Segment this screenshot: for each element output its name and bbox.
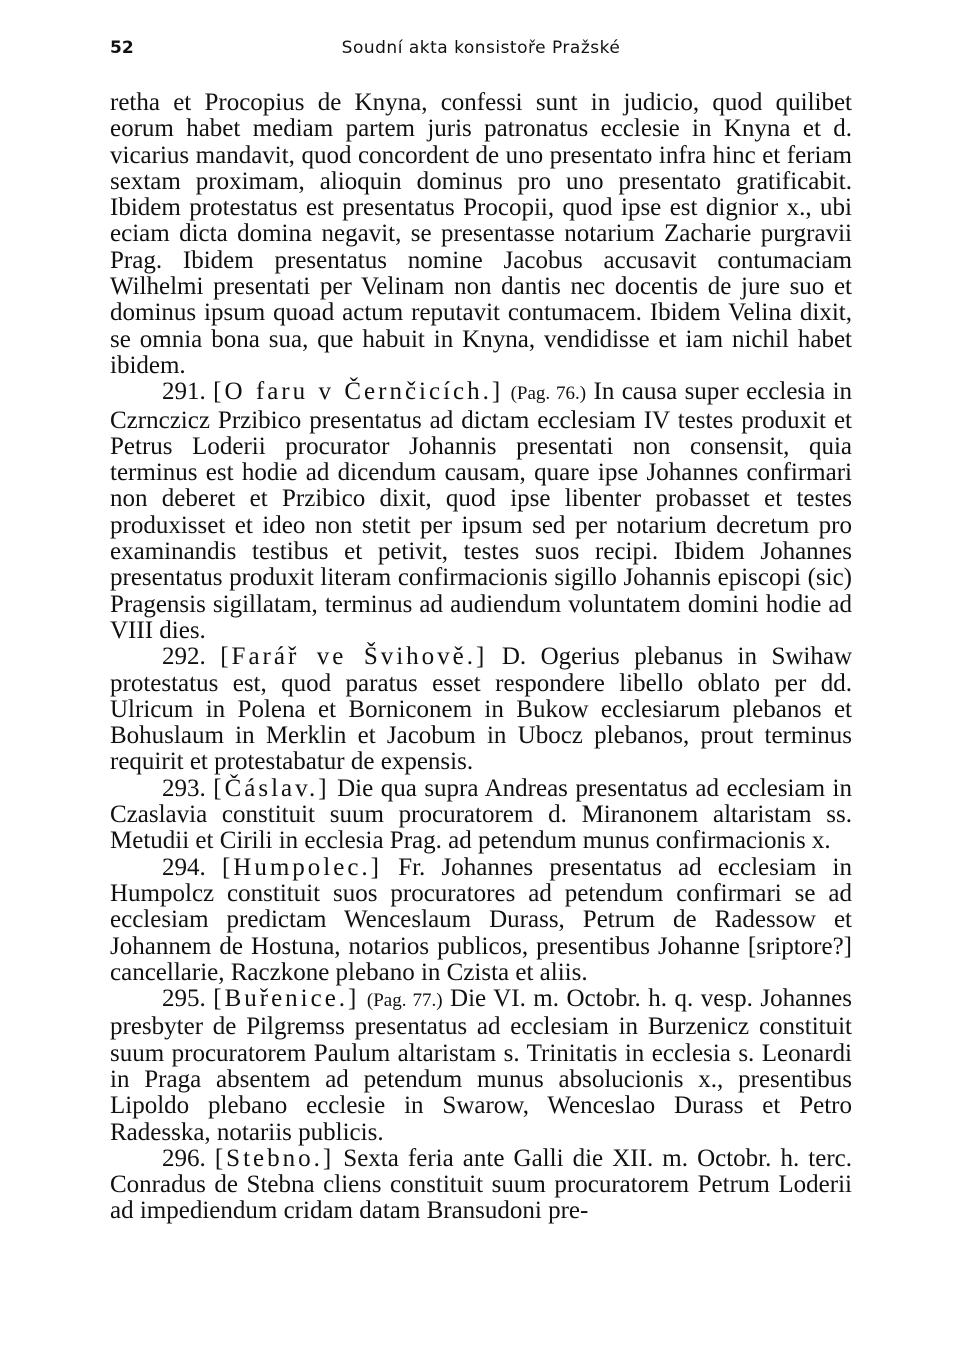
entry-294 (110, 855, 852, 986)
entry-title: [Buřenice.] (213, 985, 360, 1013)
entry-title: [Humpolec.] (221, 853, 382, 881)
entry-number: 292. (162, 643, 206, 671)
body-text (110, 90, 852, 1225)
entry-number: 291. (162, 378, 206, 406)
entry-title: [Farář ve Švihově.] (220, 643, 488, 671)
entry-number: 294. (162, 853, 206, 881)
running-title: Soudní akta konsistoře Pražské (341, 38, 621, 58)
entry-295 (110, 986, 852, 1146)
page-reference: (Pag. 76.) (510, 383, 587, 405)
entry-291 (110, 379, 852, 644)
entry-text: In causa super ecclesia in Czrnczicz Przibico presentatus ad dictam ecclesiam IV testes produxit et Petrus Loderii procurator Johannis presentati non consensit, quia terminus est hodie ad dicendum causam, quare ipse Johannes confirmari non deberet et Przibico dixit, quod ipse libenter probasset et testes produxisset et ideo non stetit per ipsum sed per notarium decretum pro examinandis testibus et petivit, testes suos recipi. Ibidem Johannes presentatus produxit literam confirmacionis sigillo Johannis episcopi (sic) Pragensis sigillatam, terminus ad audiendum voluntatem domini hodie ad VIII dies. (110, 378, 853, 644)
entry-text: Die qua supra Andreas presentatus ad ecclesiam in Czaslavia constituit suum procuratorem d. Miranonem altaristam ss. Metudii et Cirili in ecclesia Prag. ad petendum munus confirmacionis x. (110, 774, 852, 855)
entry-296 (110, 1146, 852, 1225)
entry-text: Fr. Johannes presentatus ad ecclesiam in Humpolcz constituit suos procuratores ad petendum confirmari se ad ecclesiam predictam Wenceslaum Durass, Petrum de Radessow et Johannem de Hostuna, notarios publicos, presentibus Johanne [sriptore?] cancellarie, Raczkone plebano in Czista et aliis. (110, 853, 852, 986)
entry-text: Die VI. m. Octobr. h. q. vesp. Johannes presbyter de Pilgremss presentatus ad ecclesiam in Burzenicz constituit suum procuratorem Paulum altaristam s. Trinitatis in ecclesia s. Leonardi in Praga absentem ad petendum munus absolucionis x., presentibus Lipoldo plebano ecclesie in Swarow, Wenceslao Durass et Petro Radesska, notariis publicis. (110, 985, 853, 1146)
entry-title: [O faru v Černčicích.] (213, 378, 504, 406)
page-header (110, 36, 852, 60)
entry-number: 295. (162, 985, 206, 1013)
entry-title: [Čáslav.] (213, 774, 330, 802)
page-number: 52 (110, 38, 134, 58)
entry-number: 296. (162, 1144, 206, 1172)
entry-number: 293. (162, 774, 206, 802)
entry-text: D. Ogerius plebanus in Swihaw protestatus est, quod paratus esset respondere libello oblato per dd. Ulricum in Polena et Borniconem in Bukow ecclesiarum plebanos et Bohuslaum in Merklin et Jacobum in Ubocz plebanos, prout terminus requirit et protestabatur de expensis. (110, 643, 852, 776)
entry-292 (110, 644, 852, 775)
page-reference: (Pag. 77.) (366, 990, 443, 1012)
opening-paragraph: retha et Procopius de Knyna, confessi sunt in judicio, quod quilibet eorum habet mediam partem juris patronatus ecclesie in Knyna et d. vicarius mandavit, quod concordent de uno presentato infra hinc et feriam sextam proximam, alioquin dominus pro uno presentato gratificabit. Ibidem protestatus est presentatus Procopii, quod ipse est dignior x., ubi eciam dicta domina negavit, se presentasse notarium Zacharie purgravii Prag. Ibidem presentatus nomine Jacobus accusavit contumaciam Wilhelmi presentati per Velinam non dantis nec docentis de jure suo et dominus ipsum quoad actum reputavit contumacem. Ibidem Velina dixit, se omnia bona sua, que habuit in Knyna, vendidisse et iam nichil habet ibidem. (110, 89, 852, 379)
entry-293 (110, 776, 852, 855)
entry-text: Sexta feria ante Galli die XII. m. Octobr. h. terc. Conradus de Stebna cliens constituit suum procuratorem Petrum Loderii ad impediendum cridam datam Bransudoni pre- (110, 1144, 853, 1225)
entry-title: [Stebno.] (214, 1144, 335, 1172)
